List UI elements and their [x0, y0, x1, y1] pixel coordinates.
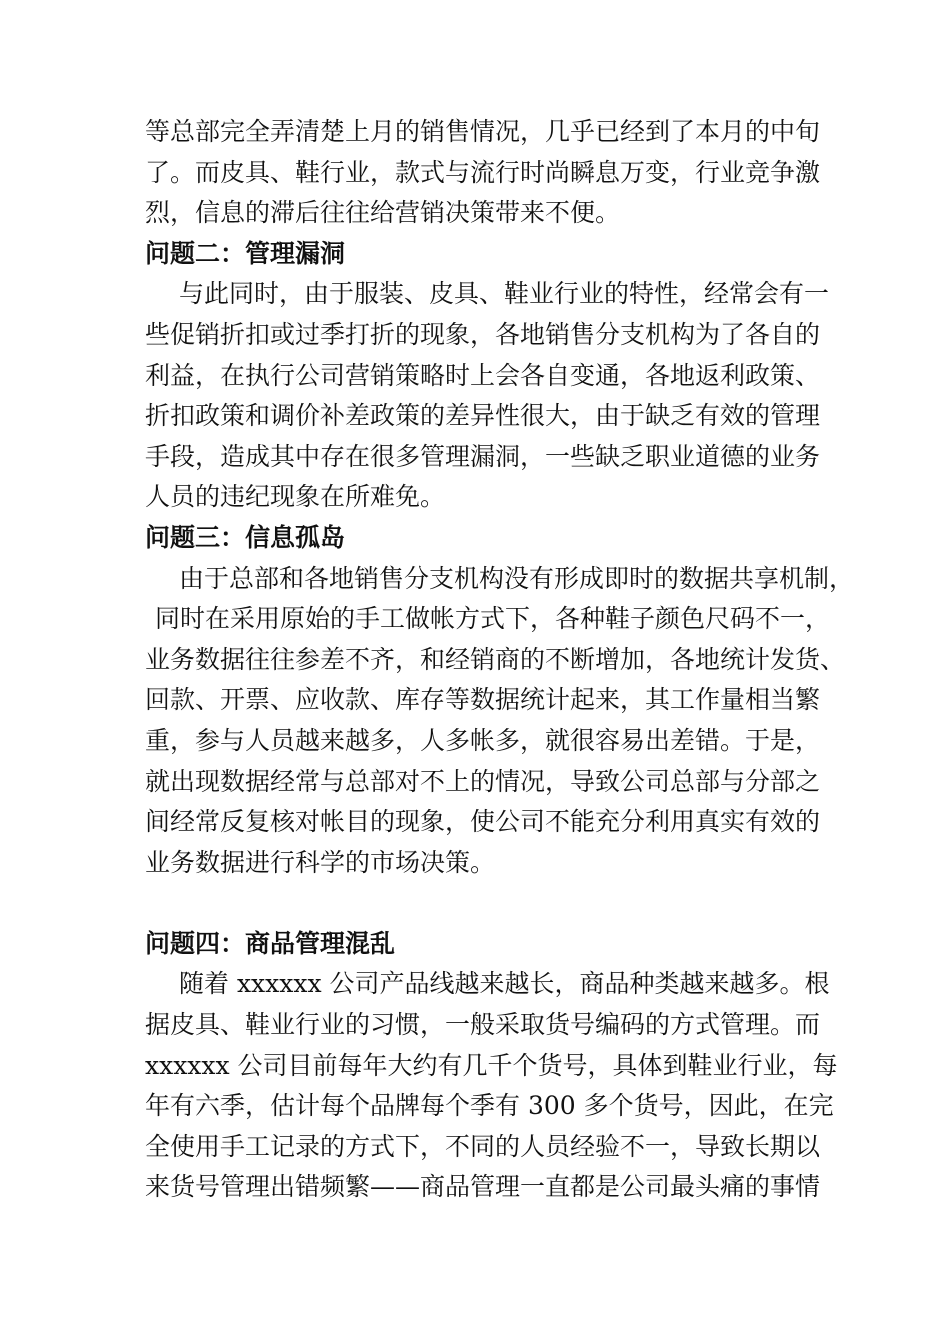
paragraph-line: 手段，造成其中存在很多管理漏洞，一些缺乏职业道德的业务	[145, 441, 821, 471]
paragraph-line: 些促销折扣或过季打折的现象，各地销售分支机构为了各自的	[145, 319, 821, 349]
paragraph-line: 随着 xxxxxx 公司产品线越来越长，商品种类越来越多。根	[179, 969, 830, 999]
paragraph-line: 折扣政策和调价补差政策的差异性很大，由于缺乏有效的管理	[145, 401, 821, 431]
paragraph-line: 来货号管理出错频繁——商品管理一直都是公司最头痛的事情	[145, 1172, 821, 1202]
paragraph-line: 人员的违纪现象在所难免。	[145, 482, 446, 512]
paragraph-line: 年有六季，估计每个品牌每个季有 300 多个货号，因此，在完	[145, 1091, 834, 1121]
paragraph-line: 业务数据进行科学的市场决策。	[145, 847, 496, 877]
paragraph-line: 烈，信息的滞后往往给营销决策带来不便。	[145, 198, 621, 228]
paragraph-line: 同时在采用原始的手工做帐方式下，各种鞋子颜色尺码不一，	[155, 604, 831, 634]
paragraph-line: 了。而皮具、鞋行业，款式与流行时尚瞬息万变，行业竞争激	[145, 157, 821, 187]
paragraph-line: 据皮具、鞋业行业的习惯，一般采取货号编码的方式管理。而	[145, 1010, 821, 1040]
paragraph-line: 业务数据往往参差不齐，和经销商的不断增加，各地统计发货、	[145, 644, 846, 674]
paragraph-line: xxxxxx 公司目前每年大约有几千个货号，具体到鞋业行业，每	[145, 1050, 838, 1080]
section-heading-problem-2: 问题二：管理漏洞	[145, 238, 346, 268]
paragraph-line: 利益，在执行公司营销策略时上会各自变通，各地返利政策、	[145, 360, 821, 390]
paragraph-line: 由于总部和各地销售分支机构没有形成即时的数据共享机制，	[179, 563, 855, 593]
paragraph-line: 间经常反复核对帐目的现象，使公司不能充分利用真实有效的	[145, 807, 821, 837]
paragraph-line: 与此同时，由于服装、皮具、鞋业行业的特性，经常会有一	[179, 279, 830, 309]
document-body	[145, 112, 855, 1208]
paragraph-line: 全使用手工记录的方式下，不同的人员经验不一，导致长期以	[145, 1131, 821, 1161]
section-heading-problem-3: 问题三：信息孤岛	[145, 522, 346, 552]
paragraph-line: 等总部完全弄清楚上月的销售情况，几乎已经到了本月的中旬	[145, 117, 821, 146]
paragraph-line: 重，参与人员越来越多，人多帐多，就很容易出差错。于是，	[145, 725, 821, 755]
paragraph-line: 回款、开票、应收款、库存等数据统计起来，其工作量相当繁	[145, 685, 821, 715]
blank-line	[145, 883, 813, 924]
paragraph-line: 就出现数据经常与总部对不上的情况，导致公司总部与分部之	[145, 766, 821, 796]
section-heading-problem-4: 问题四：商品管理混乱	[145, 928, 396, 958]
